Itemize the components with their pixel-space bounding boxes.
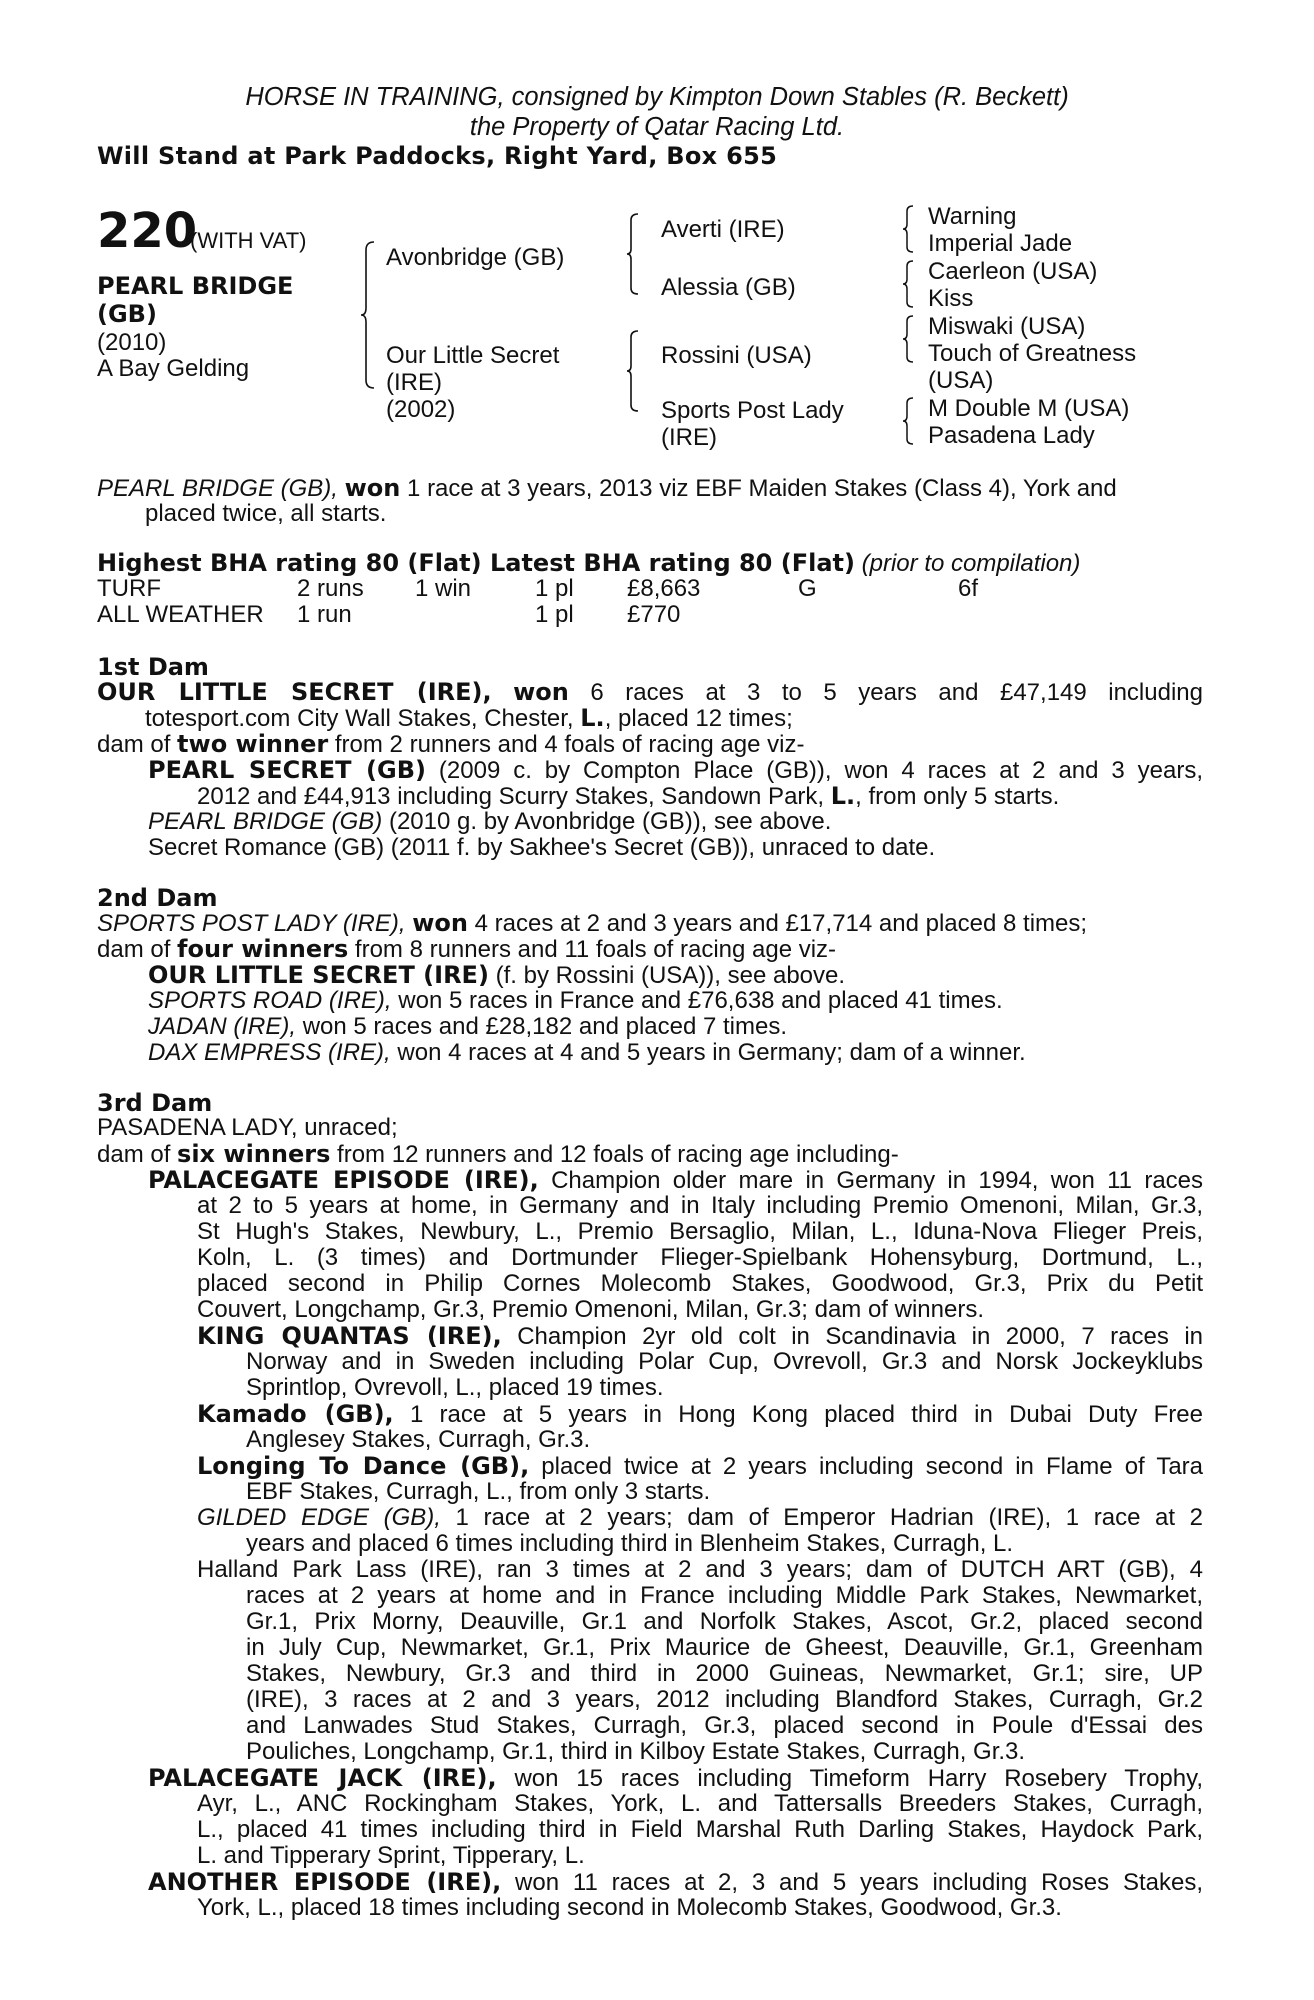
king-quantas-text: Champion 2yr old colt in Scandinavia in 2000, 7 races in — [517, 1323, 1204, 1350]
turf-going: G — [798, 575, 817, 602]
ratings-note: (prior to compilation) — [861, 550, 1081, 577]
dam-line-brace — [626, 329, 642, 413]
dam-line1: Our Little Secret — [386, 342, 560, 369]
first-dam-name: OUR LITTLE SECRET (IRE), — [97, 678, 492, 706]
longing-to-dance-name: Longing To Dance (GB), — [197, 1452, 530, 1480]
turf-placed: 1 pl — [535, 575, 574, 602]
race-summary-line2: placed twice, all starts. — [145, 500, 387, 527]
vat-note: (WITH VAT) — [190, 228, 307, 253]
longing-to-dance-text: placed twice at 2 years including second in Flame of Tara — [541, 1453, 1204, 1480]
palacegate-episode-line2: at 2 to 5 years at home, in Germany and in Italy including Premio Omenoni, Milan, Gr.3, — [197, 1192, 1203, 1219]
dam-of: dam of — [97, 731, 171, 758]
palacegate-jack-name: PALACEGATE JACK (IRE), — [148, 1764, 497, 1792]
sire-dam-brace — [360, 240, 380, 390]
pearl-secret-text2: 2012 and £44,913 including Scurry Stakes, Sandown Park, — [197, 783, 825, 810]
kamado-name: Kamado (GB), — [197, 1400, 394, 1428]
halland-park-lass-line8: Pouliches, Longchamp, Gr.1, third in Kilboy Estate Stakes, Curragh, Gr.3. — [246, 1738, 1026, 1765]
halland-park-lass-line3: Gr.1, Prix Morny, Deauville, Gr.1 and Norfolk Stakes, Ascot, Gr.2, placed second — [246, 1608, 1203, 1635]
first-dam-text2: totesport.com City Wall Stakes, Chester, — [145, 705, 574, 732]
horse-name-line1: PEARL BRIDGE — [97, 272, 294, 300]
gilded-edge-text: 1 race at 2 years; dam of Emperor Hadrian (IRE), 1 race at 2 — [455, 1504, 1203, 1531]
palacegate-episode-text: Champion older mare in Germany in 1994, won 11 races — [551, 1167, 1204, 1194]
first-dam-text1: 6 races at 3 to 5 years and £47,149 including — [590, 679, 1203, 706]
produce-gilded-edge — [197, 1505, 1203, 1531]
ped-touch-line1: Touch of Greatness — [928, 340, 1137, 367]
dam-of: dam of — [97, 936, 171, 963]
dam-line3: (2002) — [386, 396, 456, 423]
produce-our-little-secret — [148, 962, 845, 989]
second-dam-heading: 2nd Dam — [97, 884, 218, 912]
aw-placed: 1 pl — [535, 601, 574, 628]
foals-text: from 8 runners and 11 foals of racing age viz- — [354, 936, 837, 963]
first-dam-won: won — [513, 678, 569, 706]
turf-runs: 2 runs — [297, 575, 364, 602]
palacegate-episode-name: PALACEGATE EPISODE (IRE), — [148, 1166, 539, 1194]
gilded-edge-name: GILDED EDGE (GB), — [197, 1504, 441, 1531]
owner-line: the Property of Qatar Racing Ltd. — [469, 113, 845, 141]
produce-king-quantas — [197, 1323, 1203, 1350]
summary-won: won — [344, 474, 401, 502]
kamado-line2: Anglesey Stakes, Curragh, Gr.3. — [246, 1426, 591, 1453]
produce-longing-to-dance — [197, 1453, 1203, 1480]
produce-palacegate-jack — [148, 1765, 1203, 1792]
listed-mark: L. — [580, 704, 605, 732]
palacegate-jack-text: won 15 races including Timeform Harry Rosebery Trophy, — [514, 1765, 1203, 1792]
turf-surface: TURF — [97, 575, 161, 602]
first-dam-line2 — [145, 705, 793, 732]
dam-dam-line1: Sports Post Lady — [661, 397, 844, 424]
aw-runs: 1 run — [297, 601, 352, 628]
second-dam-text1: 4 races at 2 and 3 years and £17,714 and placed 8 times; — [474, 910, 1088, 937]
brace-alessia — [902, 259, 916, 309]
produce-palacegate-episode — [148, 1167, 1203, 1194]
winners-count: four winners — [177, 935, 349, 963]
summary-horse-name: PEARL BRIDGE (GB), — [97, 475, 338, 502]
another-episode-name: ANOTHER EPISODE (IRE), — [148, 1868, 502, 1896]
produce-kamado — [197, 1401, 1203, 1428]
dam-sire: Rossini (USA) — [661, 342, 812, 369]
aw-prize-money: £770 — [627, 601, 681, 628]
our-little-secret-name: OUR LITTLE SECRET (IRE) — [148, 961, 489, 989]
dax-empress-name: DAX EMPRESS (IRE), — [148, 1039, 391, 1066]
halland-park-lass-line4: in July Cup, Newmarket, Gr.1, Prix Maurice de Gheest, Deauville, Gr.1, Greenham — [246, 1634, 1203, 1661]
second-dam-name: SPORTS POST LADY (IRE), — [97, 910, 406, 937]
jadan-name: JADAN (IRE), — [148, 1013, 297, 1040]
foals-text: from 2 runners and 4 foals of racing age viz- — [334, 731, 805, 758]
palacegate-jack-line4: L. and Tipperary Sprint, Tipperary, L. — [197, 1842, 585, 1869]
ped-warning: Warning — [928, 203, 1017, 230]
foaling-year: (2010) — [97, 329, 167, 356]
sire: Avonbridge (GB) — [386, 244, 565, 271]
turf-prize-money: £8,663 — [627, 575, 701, 602]
stand-location: Will Stand at Park Paddocks, Right Yard, Box 655 — [97, 142, 778, 170]
palacegate-episode-line3: St Hugh's Stakes, Newbury, L., Premio Bersaglio, Milan, L., Iduna-Nova Flieger Preis, — [197, 1218, 1203, 1245]
pearl-secret-text: (2009 c. by Compton Place (GB)), won 4 races at 2 and 3 years, — [438, 757, 1203, 784]
dam-line2: (IRE) — [386, 369, 442, 396]
winners-count: six winners — [177, 1140, 331, 1168]
halland-park-lass-line6: (IRE), 3 races at 2 and 3 years, 2012 including Blandford Stakes, Curragh, Gr.2 — [246, 1686, 1203, 1713]
ped-touch-line2: (USA) — [928, 367, 994, 394]
ped-miswaki: Miswaki (USA) — [928, 313, 1086, 340]
second-dam-line2 — [97, 936, 836, 963]
sports-road-text: won 5 races in France and £76,638 and placed 41 times. — [398, 987, 1003, 1014]
aw-surface: ALL WEATHER — [97, 601, 264, 628]
our-little-secret-text: (f. by Rossini (USA)), see above. — [495, 962, 846, 989]
ratings-heading: Highest BHA rating 80 (Flat) Latest BHA rating 80 (Flat) — [97, 549, 855, 577]
another-episode-line2: York, L., placed 18 times including second in Molecomb Stakes, Goodwood, Gr.3. — [197, 1894, 1062, 1921]
listed-mark: L. — [830, 782, 856, 810]
sports-road-name: SPORTS ROAD (IRE), — [148, 987, 392, 1014]
palacegate-episode-line5: placed second in Philip Cornes Molecomb Stakes, Goodwood, Gr.3, Prix du Petit — [197, 1270, 1203, 1297]
produce-another-episode — [148, 1869, 1203, 1896]
ped-caerleon: Caerleon (USA) — [928, 258, 1098, 285]
ped-imperial-jade: Imperial Jade — [928, 230, 1073, 257]
sire-sire: Averti (IRE) — [661, 216, 785, 243]
produce-jadan — [148, 1014, 787, 1040]
sire-line-brace — [626, 212, 642, 296]
winners-count: two winner — [177, 730, 329, 758]
first-dam-line1 — [97, 679, 1203, 706]
brace-rossini — [902, 314, 916, 364]
produce-halland-park-lass: Halland Park Lass (IRE), ran 3 times at 2 and 3 years; dam of DUTCH ART (GB), 4 — [197, 1556, 1203, 1583]
palacegate-episode-line6: Couvert, Longchamp, Gr.3, Premio Omenoni, Milan, Gr.3; dam of winners. — [197, 1296, 985, 1323]
bha-ratings — [97, 550, 1080, 577]
third-dam-name: PASADENA LADY, unraced; — [97, 1114, 398, 1141]
pearl-bridge-name: PEARL BRIDGE (GB) — [148, 808, 383, 835]
brace-averti — [902, 204, 916, 254]
foals-text: from 12 runners and 12 foals of racing age including- — [337, 1141, 899, 1168]
jadan-text: won 5 races and £28,182 and placed 7 times. — [302, 1013, 788, 1040]
gilded-edge-line2: years and placed 6 times including third in Blenheim Stakes, Curragh, L. — [246, 1530, 1014, 1557]
lot-number: 220 — [97, 203, 198, 259]
horse-name-line2: (GB) — [97, 300, 157, 328]
longing-to-dance-line2: EBF Stakes, Curragh, L., from only 3 starts. — [246, 1478, 711, 1505]
second-dam-won: won — [412, 909, 468, 937]
produce-pearl-secret-line2 — [197, 783, 1059, 810]
consignor-line: HORSE IN TRAINING, consigned by Kimpton Down Stables (R. Beckett) — [245, 83, 1069, 111]
produce-dax-empress — [148, 1040, 1026, 1066]
third-dam-line2 — [97, 1141, 899, 1168]
brace-sports-post-lady — [902, 396, 916, 446]
halland-park-lass-line7: and Lanwades Stud Stakes, Curragh, Gr.3, placed second in Poule d'Essai des — [246, 1712, 1203, 1739]
horse-name — [97, 272, 293, 328]
ped-pasadena-lady: Pasadena Lady — [928, 422, 1095, 449]
pearl-secret-name: PEARL SECRET (GB) — [148, 756, 426, 784]
another-episode-text: won 11 races at 2, 3 and 5 years including Roses Stakes, — [515, 1869, 1203, 1896]
palacegate-jack-line2: Ayr, L., ANC Rockingham Stakes, York, L. and Tattersalls Breeders Stakes, Curragh, — [197, 1790, 1203, 1817]
turf-wins: 1 win — [415, 575, 472, 602]
dam-of: dam of — [97, 1141, 171, 1168]
first-dam-text2b: , placed 12 times; — [604, 705, 793, 732]
dam-dam-line2: (IRE) — [661, 424, 717, 451]
second-dam-line1 — [97, 910, 1087, 937]
turf-distance: 6f — [958, 575, 979, 602]
halland-park-lass-line5: Stakes, Newbury, Gr.3 and third in 2000 Guineas, Newmarket, Gr.1; sire, UP — [246, 1660, 1203, 1687]
king-quantas-line2: Norway and in Sweden including Polar Cup, Ovrevoll, Gr.3 and Norsk Jockeyklubs — [246, 1348, 1203, 1375]
sire-dam: Alessia (GB) — [661, 274, 796, 301]
dax-empress-text: won 4 races at 4 and 5 years in Germany; dam of a winner. — [397, 1039, 1026, 1066]
third-dam-heading: 3rd Dam — [97, 1089, 213, 1117]
produce-secret-romance: Secret Romance (GB) (2011 f. by Sakhee's Secret (GB)), unraced to date. — [148, 834, 936, 861]
first-dam-heading: 1st Dam — [97, 653, 209, 681]
king-quantas-name: KING QUANTAS (IRE), — [197, 1322, 502, 1350]
palacegate-episode-line4: Koln, L. (3 times) and Dortmunder Flieger-Spielbank Hohensyburg, Dortmund, L., — [197, 1244, 1203, 1271]
race-summary-line1 — [97, 475, 1117, 502]
kamado-text: 1 race at 5 years in Hong Kong placed third in Dubai Duty Free — [409, 1401, 1203, 1428]
pearl-bridge-text: (2010 g. by Avonbridge (GB)), see above. — [388, 808, 832, 835]
halland-park-lass-line2: races at 2 years at home and in France including Middle Park Stakes, Newmarket, — [246, 1582, 1203, 1609]
horse-description: A Bay Gelding — [97, 355, 250, 382]
pearl-secret-text3: , from only 5 starts. — [855, 783, 1060, 810]
produce-sports-road — [148, 988, 1003, 1014]
first-dam-line3 — [97, 731, 804, 758]
ped-kiss: Kiss — [928, 285, 974, 312]
summary-text1: 1 race at 3 years, 2013 viz EBF Maiden Stakes (Class 4), York and — [407, 475, 1117, 502]
palacegate-jack-line3: L., placed 41 times including third in Field Marshal Ruth Darling Stakes, Haydock Park, — [197, 1816, 1203, 1843]
produce-pearl-secret — [148, 757, 1203, 784]
king-quantas-line3: Sprintlop, Ovrevoll, L., placed 19 times. — [246, 1374, 664, 1401]
produce-pearl-bridge — [148, 809, 831, 835]
ped-m-double-m: M Double M (USA) — [928, 395, 1130, 422]
